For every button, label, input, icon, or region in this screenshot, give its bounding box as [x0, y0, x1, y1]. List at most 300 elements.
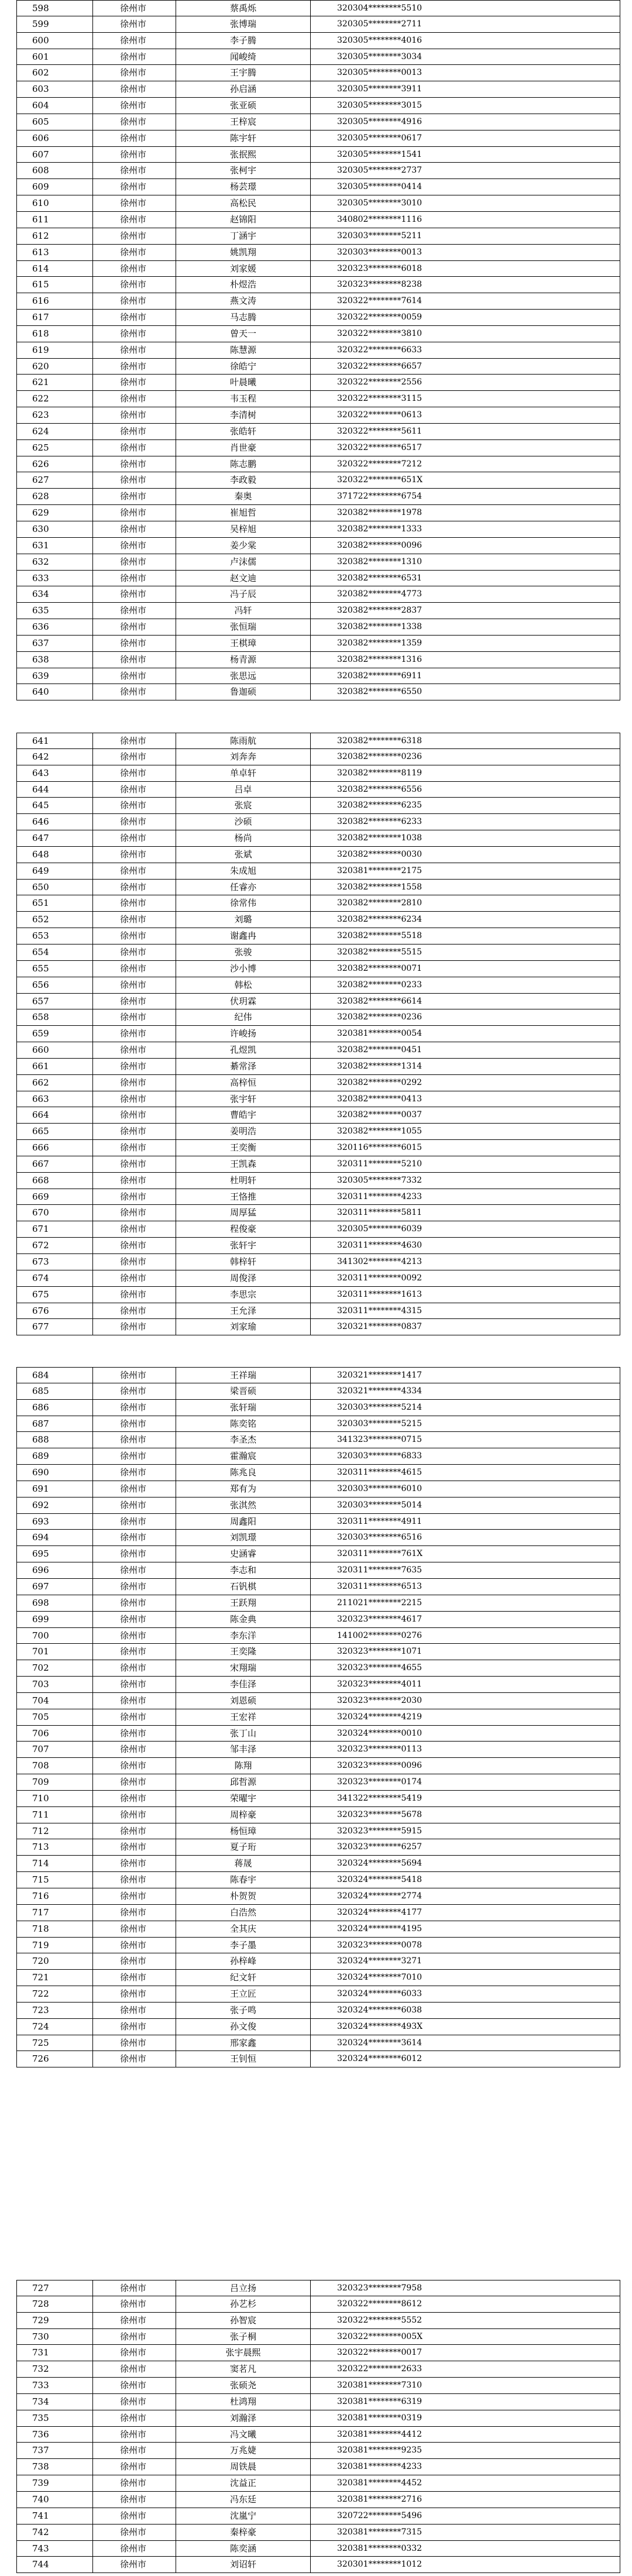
- row-number-cell: 742: [16, 2525, 92, 2540]
- id-number-cell: 320322********6633: [310, 342, 620, 358]
- id-number-cell: 320311********0092: [310, 1270, 620, 1286]
- city-cell: 徐州市: [92, 2035, 176, 2051]
- table-row: [16, 1970, 620, 1986]
- student-name-cell: 赵文迪: [176, 571, 310, 586]
- table-row: [16, 310, 620, 326]
- student-name-cell: 张抿熙: [176, 147, 310, 163]
- id-number-cell: 320311********4315: [310, 1303, 620, 1319]
- city-cell: 徐州市: [92, 1156, 176, 1172]
- table-row: [16, 456, 620, 473]
- id-number-cell: 320382********1055: [310, 1124, 620, 1139]
- id-number-cell: 320305********1541: [310, 147, 620, 163]
- student-name-cell: 郑有为: [176, 1481, 310, 1497]
- student-name-cell: 纪文轩: [176, 1970, 310, 1986]
- city-cell: 徐州市: [92, 961, 176, 977]
- table-row: [16, 1758, 620, 1774]
- table-row: [16, 1026, 620, 1042]
- row-number-cell: 722: [16, 1986, 92, 2002]
- table-row: [16, 489, 620, 505]
- student-name-cell: 肖世豪: [176, 440, 310, 456]
- row-number-cell: 621: [16, 375, 92, 390]
- id-number-cell: 320323********8238: [310, 277, 620, 293]
- student-name-cell: 单卓轩: [176, 765, 310, 781]
- city-cell: 徐州市: [92, 440, 176, 456]
- city-cell: 徐州市: [92, 521, 176, 537]
- id-number-cell: 320303********0013: [310, 245, 620, 260]
- row-number-cell: 716: [16, 1888, 92, 1904]
- city-cell: 徐州市: [92, 814, 176, 830]
- id-number-cell: 320381********2716: [310, 2492, 620, 2508]
- student-name-cell: 高松民: [176, 195, 310, 211]
- student-name-cell: 王奕隆: [176, 1644, 310, 1660]
- city-cell: 徐州市: [92, 195, 176, 211]
- row-number-cell: 633: [16, 571, 92, 586]
- table-row: [16, 1888, 620, 1905]
- row-number-cell: 648: [16, 847, 92, 863]
- id-number-cell: 320382********0413: [310, 1091, 620, 1107]
- city-cell: 徐州市: [92, 1872, 176, 1888]
- row-number-cell: 685: [16, 1383, 92, 1399]
- id-number-cell: 320382********6234: [310, 912, 620, 928]
- table-row: [16, 1742, 620, 1758]
- student-name-cell: 蔡禹烁: [176, 1, 310, 16]
- row-number-cell: 672: [16, 1238, 92, 1253]
- id-number-cell: 320303********5214: [310, 1400, 620, 1416]
- row-number-cell: 728: [16, 2296, 92, 2312]
- student-name-cell: 韩梓轩: [176, 1254, 310, 1270]
- row-number-cell: 688: [16, 1432, 92, 1448]
- id-number-cell: 320303********5211: [310, 228, 620, 244]
- table-row: [16, 765, 620, 782]
- student-name-cell: 朴煜浩: [176, 277, 310, 293]
- student-name-cell: 刘恩硕: [176, 1693, 310, 1709]
- row-number-cell: 641: [16, 733, 92, 748]
- city-cell: 徐州市: [92, 2361, 176, 2377]
- table-row: [16, 1530, 620, 1546]
- city-cell: 徐州市: [92, 1758, 176, 1774]
- row-number-cell: 622: [16, 391, 92, 407]
- id-number-cell: 320311********4615: [310, 1465, 620, 1481]
- row-number-cell: 616: [16, 293, 92, 309]
- row-number-cell: 618: [16, 326, 92, 342]
- id-number-cell: 320311********761X: [310, 1546, 620, 1562]
- city-cell: 徐州市: [92, 1270, 176, 1286]
- row-number-cell: 737: [16, 2443, 92, 2458]
- row-number-cell: 723: [16, 2003, 92, 2018]
- id-number-cell: 320722********5496: [310, 2508, 620, 2524]
- city-cell: 徐州市: [92, 1938, 176, 1953]
- student-name-cell: 白浩然: [176, 1905, 310, 1921]
- table-row: [16, 2296, 620, 2313]
- id-number-cell: 320323********0078: [310, 1938, 620, 1953]
- table-row: [16, 814, 620, 830]
- student-name-cell: 鲁迦硕: [176, 684, 310, 700]
- table-row: [16, 863, 620, 880]
- student-name-cell: 陈翔: [176, 1758, 310, 1774]
- student-name-cell: 张轩瑞: [176, 1400, 310, 1416]
- city-cell: 徐州市: [92, 163, 176, 178]
- row-number-cell: 711: [16, 1807, 92, 1823]
- table-row: [16, 586, 620, 603]
- city-cell: 徐州市: [92, 1221, 176, 1237]
- city-cell: 徐州市: [92, 1238, 176, 1253]
- table-row: [16, 2019, 620, 2035]
- table-row: [16, 342, 620, 359]
- table-row: [16, 1709, 620, 1726]
- student-name-cell: 周梓豪: [176, 1807, 310, 1823]
- table-row: [16, 1107, 620, 1124]
- table-row: [16, 440, 620, 456]
- student-name-cell: 张宇晨熙: [176, 2345, 310, 2361]
- table-row: [16, 928, 620, 944]
- table-row: [16, 668, 620, 685]
- row-number-cell: 664: [16, 1107, 92, 1123]
- student-name-cell: 孙梓峰: [176, 1953, 310, 1969]
- row-number-cell: 631: [16, 538, 92, 554]
- table-row: [16, 33, 620, 49]
- row-number-cell: 693: [16, 1514, 92, 1530]
- row-number-cell: 670: [16, 1205, 92, 1221]
- city-cell: 徐州市: [92, 2296, 176, 2312]
- student-name-cell: 谢鑫冉: [176, 928, 310, 944]
- student-name-cell: 王凯森: [176, 1156, 310, 1172]
- id-number-cell: 320305********2711: [310, 16, 620, 32]
- table-row: [16, 195, 620, 212]
- city-cell: 徐州市: [92, 49, 176, 65]
- table-row: [16, 2508, 620, 2525]
- city-cell: 徐州市: [92, 2541, 176, 2557]
- city-cell: 徐州市: [92, 880, 176, 895]
- city-cell: 徐州市: [92, 261, 176, 277]
- city-cell: 徐州市: [92, 1189, 176, 1205]
- id-number-cell: 320305********4016: [310, 33, 620, 49]
- row-number-cell: 611: [16, 212, 92, 228]
- city-cell: 徐州市: [92, 2557, 176, 2572]
- table-row: [16, 1221, 620, 1238]
- table-row: [16, 684, 620, 700]
- table-row: [16, 1612, 620, 1628]
- table-row: [16, 571, 620, 587]
- id-number-cell: 320382********6235: [310, 798, 620, 813]
- row-number-cell: 601: [16, 49, 92, 65]
- table-row: [16, 798, 620, 814]
- row-number-cell: 702: [16, 1660, 92, 1676]
- table-row: [16, 2378, 620, 2394]
- row-number-cell: 647: [16, 830, 92, 846]
- row-number-cell: 696: [16, 1562, 92, 1578]
- student-name-cell: 蒋晟: [176, 1856, 310, 1871]
- row-number-cell: 642: [16, 749, 92, 765]
- student-name-cell: 万兆婕: [176, 2443, 310, 2458]
- student-name-cell: 张子桐: [176, 2329, 310, 2345]
- table-row: [16, 895, 620, 912]
- id-number-cell: 320382********1338: [310, 619, 620, 635]
- row-number-cell: 720: [16, 1953, 92, 1969]
- id-number-cell: 320323********7958: [310, 2280, 620, 2296]
- city-cell: 徐州市: [92, 798, 176, 813]
- city-cell: 徐州市: [92, 554, 176, 570]
- row-number-cell: 638: [16, 652, 92, 668]
- student-name-cell: 史涵睿: [176, 1546, 310, 1562]
- id-number-cell: 320382********1333: [310, 521, 620, 537]
- row-number-cell: 677: [16, 1319, 92, 1335]
- row-number-cell: 727: [16, 2280, 92, 2296]
- row-number-cell: 735: [16, 2410, 92, 2426]
- city-cell: 徐州市: [92, 228, 176, 244]
- table-row: [16, 1400, 620, 1416]
- student-name-cell: 秦梓豪: [176, 2525, 310, 2540]
- table-row: [16, 994, 620, 1010]
- table-row: [16, 961, 620, 977]
- row-number-cell: 730: [16, 2329, 92, 2345]
- student-name-cell: 邹丰泽: [176, 1742, 310, 1757]
- student-name-cell: 张亚硕: [176, 98, 310, 114]
- table-row: [16, 1140, 620, 1156]
- city-cell: 徐州市: [92, 1986, 176, 2002]
- id-number-cell: 320311********4911: [310, 1514, 620, 1530]
- city-cell: 徐州市: [92, 1091, 176, 1107]
- city-cell: 徐州市: [92, 472, 176, 488]
- row-number-cell: 725: [16, 2035, 92, 2051]
- row-number-cell: 624: [16, 424, 92, 439]
- city-cell: 徐州市: [92, 147, 176, 163]
- table-row: [16, 1448, 620, 1465]
- student-name-cell: 秦奥: [176, 489, 310, 504]
- table-row: [16, 1546, 620, 1562]
- id-number-cell: 320311********6513: [310, 1579, 620, 1595]
- student-name-cell: 刘家媛: [176, 261, 310, 277]
- table-row: [16, 1986, 620, 2003]
- city-cell: 徐州市: [92, 424, 176, 439]
- city-cell: 徐州市: [92, 1026, 176, 1042]
- table-page-2: [16, 733, 620, 1335]
- id-number-cell: 320322********8612: [310, 2296, 620, 2312]
- city-cell: 徐州市: [92, 684, 176, 700]
- table-row: [16, 1465, 620, 1481]
- table-row: [16, 0, 620, 16]
- table-row: [16, 391, 620, 407]
- city-cell: 徐州市: [92, 1383, 176, 1399]
- row-number-cell: 740: [16, 2492, 92, 2508]
- city-cell: 徐州市: [92, 977, 176, 993]
- id-number-cell: 320322********7212: [310, 456, 620, 472]
- row-number-cell: 609: [16, 179, 92, 195]
- row-number-cell: 743: [16, 2541, 92, 2557]
- table-row: [16, 1579, 620, 1595]
- table-row: [16, 1124, 620, 1140]
- student-name-cell: 张轩宇: [176, 1238, 310, 1253]
- student-name-cell: 刘诏轩: [176, 2557, 310, 2572]
- id-number-cell: 320324********7010: [310, 1970, 620, 1986]
- student-name-cell: 韦玉程: [176, 391, 310, 407]
- city-cell: 徐州市: [92, 2427, 176, 2443]
- city-cell: 徐州市: [92, 456, 176, 472]
- row-number-cell: 630: [16, 521, 92, 537]
- id-number-cell: 320304********5510: [310, 1, 620, 16]
- city-cell: 徐州市: [92, 782, 176, 798]
- table-row: [16, 228, 620, 245]
- student-name-cell: 陈奕涵: [176, 2541, 310, 2557]
- table-row: [16, 1270, 620, 1287]
- row-number-cell: 605: [16, 114, 92, 130]
- city-cell: 徐州市: [92, 1287, 176, 1303]
- row-number-cell: 650: [16, 880, 92, 895]
- id-number-cell: 211021********2215: [310, 1595, 620, 1611]
- table-row: [16, 2525, 620, 2541]
- id-number-cell: 320311********1613: [310, 1287, 620, 1303]
- city-cell: 徐州市: [92, 2410, 176, 2426]
- city-cell: 徐州市: [92, 1742, 176, 1757]
- table-page-4: [16, 2280, 620, 2573]
- city-cell: 徐州市: [92, 1546, 176, 1562]
- id-number-cell: 320324********3271: [310, 1953, 620, 1969]
- row-number-cell: 708: [16, 1758, 92, 1774]
- table-row: [16, 1497, 620, 1514]
- city-cell: 徐州市: [92, 1612, 176, 1627]
- id-number-cell: 341322********5419: [310, 1791, 620, 1806]
- student-name-cell: 窦茗凡: [176, 2361, 310, 2377]
- row-number-cell: 704: [16, 1693, 92, 1709]
- table-row: [16, 1009, 620, 1026]
- id-number-cell: 320382********1359: [310, 636, 620, 651]
- table-row: [16, 114, 620, 130]
- table-row: [16, 1383, 620, 1400]
- city-cell: 徐州市: [92, 407, 176, 423]
- row-number-cell: 603: [16, 81, 92, 97]
- city-cell: 徐州市: [92, 1644, 176, 1660]
- row-number-cell: 744: [16, 2557, 92, 2572]
- student-name-cell: 李思宗: [176, 1287, 310, 1303]
- row-number-cell: 636: [16, 619, 92, 635]
- id-number-cell: 320324********6038: [310, 2003, 620, 2018]
- student-name-cell: 王允泽: [176, 1303, 310, 1319]
- city-cell: 徐州市: [92, 1791, 176, 1806]
- city-cell: 徐州市: [92, 1481, 176, 1497]
- id-number-cell: 320305********3015: [310, 98, 620, 114]
- table-page-3: [16, 1367, 620, 2067]
- student-name-cell: 冯轩: [176, 603, 310, 619]
- city-cell: 徐州市: [92, 1628, 176, 1644]
- table-row: [16, 1595, 620, 1612]
- city-cell: 徐州市: [92, 1416, 176, 1432]
- id-number-cell: 340802********1116: [310, 212, 620, 228]
- row-number-cell: 661: [16, 1059, 92, 1074]
- city-cell: 徐州市: [92, 505, 176, 521]
- row-number-cell: 610: [16, 195, 92, 211]
- student-name-cell: 燕文涛: [176, 293, 310, 309]
- table-row: [16, 1303, 620, 1320]
- row-number-cell: 698: [16, 1595, 92, 1611]
- student-name-cell: 宋翔瑞: [176, 1660, 310, 1676]
- table-row: [16, 2459, 620, 2475]
- row-number-cell: 675: [16, 1287, 92, 1303]
- row-number-cell: 703: [16, 1677, 92, 1692]
- id-number-cell: 320381********4452: [310, 2475, 620, 2491]
- student-name-cell: 吕立扬: [176, 2280, 310, 2296]
- id-number-cell: 320322********5611: [310, 424, 620, 439]
- city-cell: 徐州市: [92, 391, 176, 407]
- id-number-cell: 320322********5552: [310, 2313, 620, 2328]
- table-row: [16, 407, 620, 424]
- table-row: [16, 2410, 620, 2427]
- city-cell: 徐州市: [92, 863, 176, 879]
- table-row: [16, 1628, 620, 1644]
- student-name-cell: 张宇轩: [176, 1091, 310, 1107]
- student-name-cell: 高梓恒: [176, 1075, 310, 1091]
- student-name-cell: 杨尚: [176, 830, 310, 846]
- table-row: [16, 1432, 620, 1448]
- id-number-cell: 320324********5694: [310, 1856, 620, 1871]
- student-name-cell: 李政毅: [176, 472, 310, 488]
- table-row: [16, 472, 620, 489]
- city-cell: 徐州市: [92, 586, 176, 602]
- row-number-cell: 655: [16, 961, 92, 977]
- city-cell: 徐州市: [92, 1839, 176, 1855]
- row-number-cell: 659: [16, 1026, 92, 1042]
- row-number-cell: 614: [16, 261, 92, 277]
- row-number-cell: 626: [16, 456, 92, 472]
- id-number-cell: 141002********0276: [310, 1628, 620, 1644]
- table-row: [16, 2443, 620, 2459]
- city-cell: 徐州市: [92, 749, 176, 765]
- id-number-cell: 341302********4213: [310, 1254, 620, 1270]
- table-row: [16, 245, 620, 261]
- id-number-cell: 320381********7310: [310, 2378, 620, 2393]
- student-name-cell: 陈宇轩: [176, 130, 310, 146]
- city-cell: 徐州市: [92, 2525, 176, 2540]
- student-name-cell: 孔煜凯: [176, 1042, 310, 1058]
- row-number-cell: 598: [16, 1, 92, 16]
- id-number-cell: 320382********2810: [310, 895, 620, 911]
- student-name-cell: 孙文俊: [176, 2019, 310, 2035]
- id-number-cell: 320381********0054: [310, 1026, 620, 1042]
- student-name-cell: 李子腾: [176, 33, 310, 49]
- student-name-cell: 冯东廷: [176, 2492, 310, 2508]
- row-number-cell: 691: [16, 1481, 92, 1497]
- table-row: [16, 782, 620, 798]
- table-row: [16, 98, 620, 114]
- row-number-cell: 721: [16, 1970, 92, 1986]
- city-cell: 徐州市: [92, 1059, 176, 1074]
- id-number-cell: 320381********6319: [310, 2394, 620, 2410]
- row-number-cell: 700: [16, 1628, 92, 1644]
- id-number-cell: 320382********5518: [310, 928, 620, 944]
- row-number-cell: 656: [16, 977, 92, 993]
- student-name-cell: 崔旭哲: [176, 505, 310, 521]
- table-row: [16, 424, 620, 440]
- id-number-cell: 320305********3034: [310, 49, 620, 65]
- row-number-cell: 714: [16, 1856, 92, 1871]
- row-number-cell: 600: [16, 33, 92, 49]
- table-row: [16, 1189, 620, 1205]
- id-number-cell: 320324********3614: [310, 2035, 620, 2051]
- table-row: [16, 359, 620, 375]
- city-cell: 徐州市: [92, 1595, 176, 1611]
- city-cell: 徐州市: [92, 16, 176, 32]
- student-name-cell: 孙智宸: [176, 2313, 310, 2328]
- row-number-cell: 689: [16, 1448, 92, 1464]
- id-number-cell: 320305********3010: [310, 195, 620, 211]
- student-name-cell: 孙启涵: [176, 81, 310, 97]
- city-cell: 徐州市: [92, 1677, 176, 1692]
- id-number-cell: 320322********0613: [310, 407, 620, 423]
- city-cell: 徐州市: [92, 1303, 176, 1319]
- city-cell: 徐州市: [92, 1905, 176, 1921]
- city-cell: 徐州市: [92, 1173, 176, 1189]
- table-row: [16, 1254, 620, 1270]
- row-number-cell: 684: [16, 1368, 92, 1383]
- id-number-cell: 320311********4233: [310, 1189, 620, 1205]
